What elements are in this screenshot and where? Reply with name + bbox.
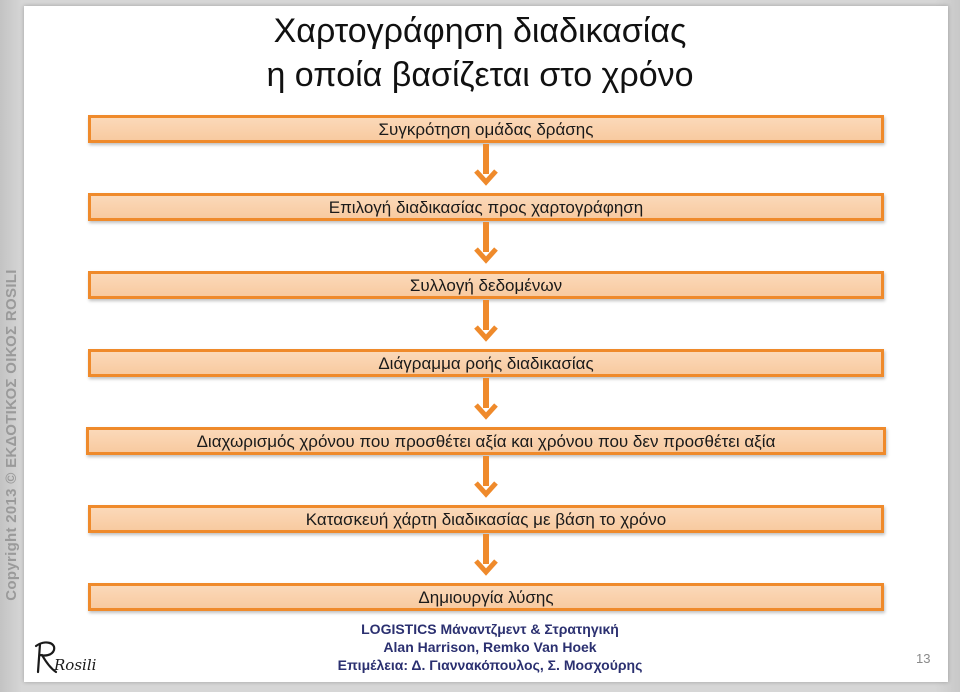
footer-authors: Alan Harrison, Remko Van Hoek xyxy=(383,639,597,655)
flow-arrow-2 xyxy=(473,222,499,264)
side-copyright-text: Copyright 2013 © ΕΚΔΟΤΙΚΟΣ ΟΙΚΟΣ ROSILI xyxy=(3,269,20,601)
flow-arrow-6 xyxy=(473,534,499,576)
flow-arrow-1 xyxy=(473,144,499,186)
step-box-2: Επιλογή διαδικασίας προς χαρτογράφηση xyxy=(88,193,884,221)
flow-arrow-4 xyxy=(473,378,499,420)
step-box-4: Διάγραμμα ροής διαδικασίας xyxy=(88,349,884,377)
flow-arrow-5 xyxy=(473,456,499,498)
slide-panel xyxy=(24,6,948,682)
step-box-1: Συγκρότηση ομάδας δράσης xyxy=(88,115,884,143)
footer-book-title: LOGISTICS Μάναντζμεντ & Στρατηγική xyxy=(361,621,619,637)
page-number: 13 xyxy=(916,651,931,666)
step-box-7: Δημιουργία λύσης xyxy=(88,583,884,611)
step-box-5: Διαχωρισμός χρόνου που προσθέτει αξία και χρόνου που δεν προσθέτει αξία xyxy=(86,427,886,455)
footer-editors: Επιμέλεια: Δ. Γιαννακόπουλος, Σ. Μοσχούρης xyxy=(337,657,643,673)
slide-title-line1: Χαρτογράφηση διαδικασίας xyxy=(273,12,687,50)
step-box-3: Συλλογή δεδομένων xyxy=(88,271,884,299)
logo-text: Rosili xyxy=(54,656,97,674)
slide-title-line2: η οποία βασίζεται στο χρόνο xyxy=(266,56,694,94)
step-box-6: Κατασκευή χάρτη διαδικασίας με βάση το χρόνο xyxy=(88,505,884,533)
rosili-logo xyxy=(30,638,100,678)
flow-arrow-3 xyxy=(473,300,499,342)
